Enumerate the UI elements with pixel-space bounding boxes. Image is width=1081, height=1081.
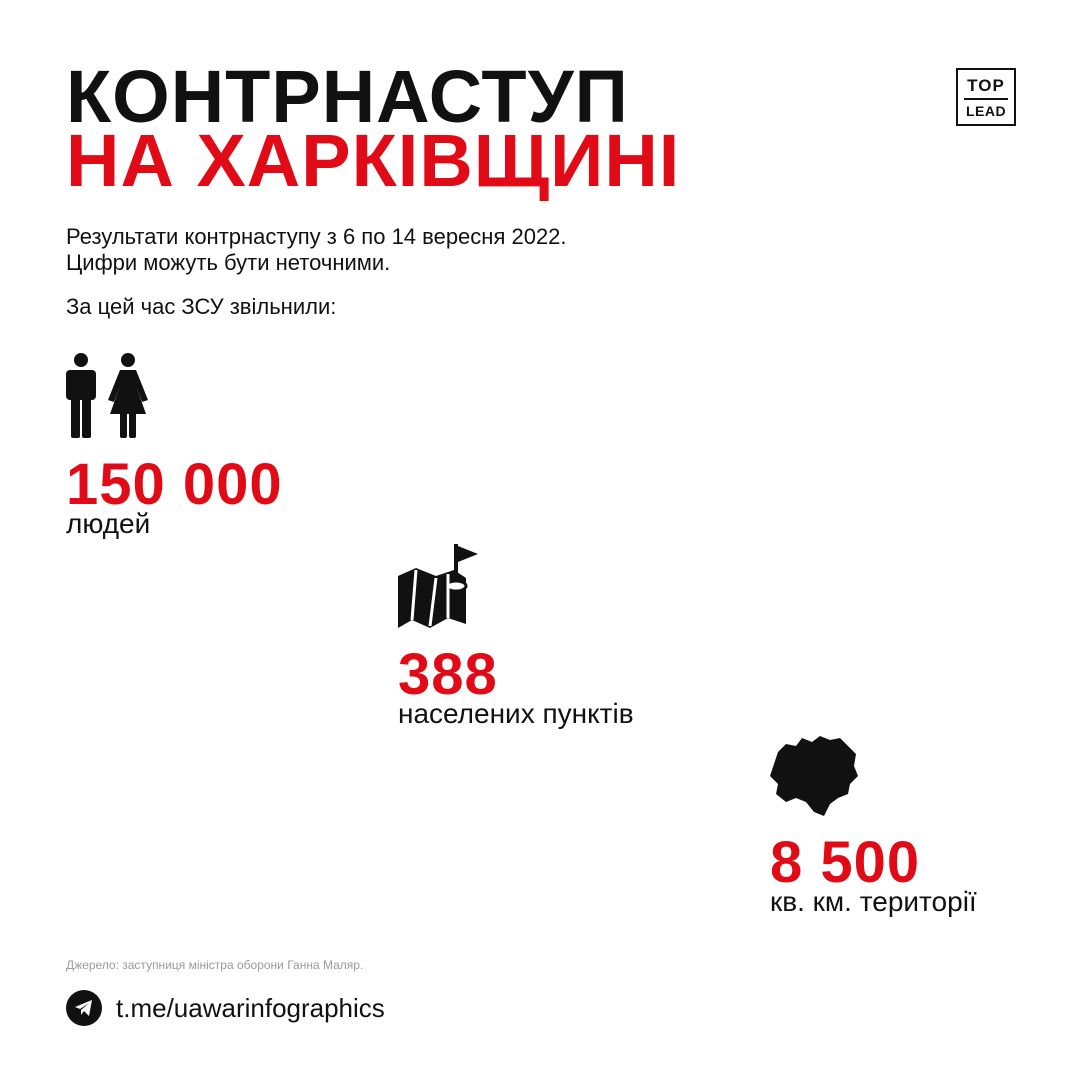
- telegram-icon: [66, 990, 102, 1026]
- title-line-2: НА ХАРКІВЩИНІ: [66, 119, 681, 202]
- people-label: людей: [66, 508, 151, 539]
- intro-text-3: За цей час ЗСУ звільнили:: [66, 294, 337, 319]
- telegram-channel[interactable]: [66, 990, 385, 1026]
- settlements-label: населених пунктів: [398, 698, 634, 729]
- intro-text-2: Цифри можуть бути неточними.: [66, 250, 391, 275]
- logo-text-bottom: LEAD: [965, 102, 1007, 119]
- intro-text-1: Результати контрнаступу з 6 по 14 вересня 2022.: [66, 224, 567, 249]
- map-flag-icon: [396, 542, 480, 630]
- title-line-1: КОНТРНАСТУП: [66, 55, 629, 138]
- people-count: 150 000: [66, 452, 283, 517]
- area-value: 8 500: [770, 830, 921, 895]
- channel-link[interactable]: t.me/uawarinfographics: [116, 992, 385, 1023]
- region-map-icon: [768, 732, 860, 820]
- logo-divider: [964, 98, 1008, 100]
- people-icon: [62, 352, 152, 440]
- area-label: кв. км. території: [770, 886, 977, 917]
- logo-text-top: TOP: [967, 75, 1005, 95]
- source-note: Джерело: заступниця міністра оборони Ганна Маляр.: [66, 958, 364, 972]
- settlements-count: 388: [398, 642, 498, 707]
- top-lead-logo: [956, 68, 1016, 126]
